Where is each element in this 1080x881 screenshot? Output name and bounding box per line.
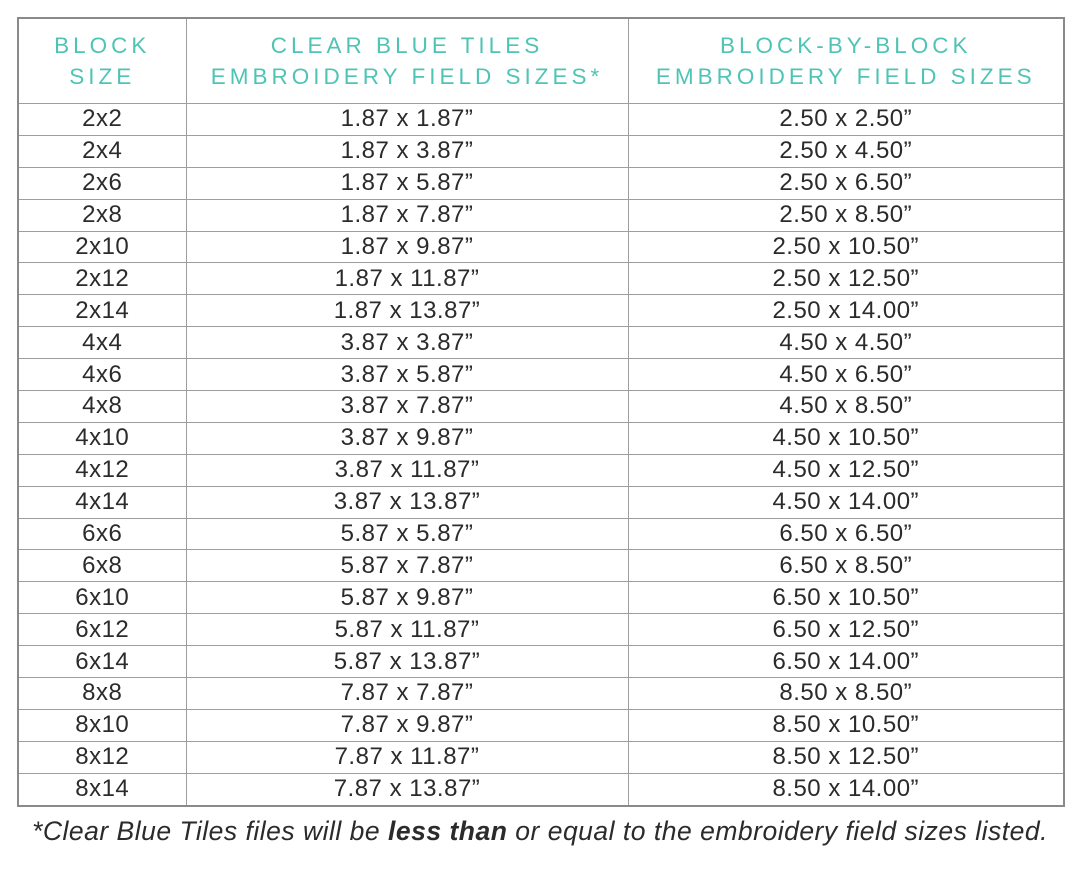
clear-blue-size-cell: 7.87 x 7.87”: [186, 678, 628, 710]
block-size-cell: 4x4: [18, 327, 186, 359]
block-size-cell: 8x10: [18, 709, 186, 741]
table-row: [18, 135, 1064, 167]
clear-blue-size-cell: 3.87 x 13.87”: [186, 486, 628, 518]
table-body: [18, 104, 1064, 806]
block-by-block-size-cell: 2.50 x 8.50”: [628, 199, 1064, 231]
block-by-block-size-cell: 2.50 x 10.50”: [628, 231, 1064, 263]
footnote: [17, 816, 1063, 847]
table-row: [18, 454, 1064, 486]
table-row: [18, 104, 1064, 136]
footnote-emphasis: less than: [388, 815, 508, 846]
clear-blue-size-cell: 1.87 x 7.87”: [186, 199, 628, 231]
table-header: [18, 18, 1064, 104]
block-size-cell: 2x14: [18, 295, 186, 327]
clear-blue-size-cell: 5.87 x 5.87”: [186, 518, 628, 550]
block-size-cell: 6x14: [18, 646, 186, 678]
block-by-block-size-cell: 8.50 x 10.50”: [628, 709, 1064, 741]
clear-blue-size-cell: 1.87 x 11.87”: [186, 263, 628, 295]
block-by-block-size-cell: 8.50 x 8.50”: [628, 678, 1064, 710]
table-row: [18, 614, 1064, 646]
header-block-size-line2: SIZE: [69, 64, 136, 89]
table-row: [18, 550, 1064, 582]
clear-blue-size-cell: 5.87 x 11.87”: [186, 614, 628, 646]
block-by-block-size-cell: 6.50 x 6.50”: [628, 518, 1064, 550]
table-row: [18, 646, 1064, 678]
block-size-cell: 6x8: [18, 550, 186, 582]
table-row: [18, 391, 1064, 423]
header-block-by-block: [628, 18, 1064, 104]
footnote-prefix: *Clear Blue Tiles files will be: [32, 815, 389, 846]
block-size-cell: 4x12: [18, 454, 186, 486]
block-by-block-size-cell: 4.50 x 12.50”: [628, 454, 1064, 486]
block-size-cell: 2x12: [18, 263, 186, 295]
table-row: [18, 518, 1064, 550]
block-by-block-size-cell: 2.50 x 14.00”: [628, 295, 1064, 327]
table-row: [18, 231, 1064, 263]
clear-blue-size-cell: 5.87 x 9.87”: [186, 582, 628, 614]
clear-blue-size-cell: 1.87 x 1.87”: [186, 104, 628, 136]
block-size-cell: 2x10: [18, 231, 186, 263]
block-size-cell: 4x6: [18, 359, 186, 391]
header-block-size: [18, 18, 186, 104]
block-by-block-size-cell: 8.50 x 12.50”: [628, 741, 1064, 773]
table-row: [18, 359, 1064, 391]
block-by-block-size-cell: 4.50 x 4.50”: [628, 327, 1064, 359]
block-size-cell: 8x12: [18, 741, 186, 773]
block-size-cell: 4x8: [18, 391, 186, 423]
header-block-by-block-line2: EMBROIDERY FIELD SIZES: [655, 64, 1036, 89]
footnote-suffix: or equal to the embroidery field sizes listed.: [507, 815, 1048, 846]
clear-blue-size-cell: 3.87 x 5.87”: [186, 359, 628, 391]
table-row: [18, 199, 1064, 231]
table-row: [18, 709, 1064, 741]
block-by-block-size-cell: 6.50 x 8.50”: [628, 550, 1064, 582]
table-row: [18, 582, 1064, 614]
table-row: [18, 422, 1064, 454]
clear-blue-size-cell: 3.87 x 11.87”: [186, 454, 628, 486]
clear-blue-size-cell: 3.87 x 7.87”: [186, 391, 628, 423]
table-row: [18, 263, 1064, 295]
block-size-cell: 2x6: [18, 167, 186, 199]
block-size-cell: 4x14: [18, 486, 186, 518]
block-by-block-size-cell: 6.50 x 10.50”: [628, 582, 1064, 614]
block-by-block-size-cell: 2.50 x 12.50”: [628, 263, 1064, 295]
block-by-block-size-cell: 6.50 x 14.00”: [628, 646, 1064, 678]
block-size-cell: 8x8: [18, 678, 186, 710]
block-size-cell: 6x10: [18, 582, 186, 614]
table-row: [18, 167, 1064, 199]
block-by-block-size-cell: 8.50 x 14.00”: [628, 773, 1064, 805]
clear-blue-size-cell: 1.87 x 5.87”: [186, 167, 628, 199]
clear-blue-size-cell: 1.87 x 3.87”: [186, 135, 628, 167]
block-size-cell: 6x12: [18, 614, 186, 646]
table-row: [18, 678, 1064, 710]
block-size-cell: 8x14: [18, 773, 186, 805]
block-by-block-size-cell: 4.50 x 6.50”: [628, 359, 1064, 391]
block-by-block-size-cell: 4.50 x 10.50”: [628, 422, 1064, 454]
header-clear-blue-tiles-line2: EMBROIDERY FIELD SIZES*: [210, 64, 604, 89]
block-by-block-size-cell: 2.50 x 4.50”: [628, 135, 1064, 167]
block-by-block-size-cell: 4.50 x 8.50”: [628, 391, 1064, 423]
table-row: [18, 327, 1064, 359]
block-by-block-size-cell: 6.50 x 12.50”: [628, 614, 1064, 646]
header-clear-blue-tiles: [186, 18, 628, 104]
header-clear-blue-tiles-line1: CLEAR BLUE TILES: [270, 32, 544, 58]
table-row: [18, 741, 1064, 773]
block-size-cell: 2x4: [18, 135, 186, 167]
clear-blue-size-cell: 5.87 x 7.87”: [186, 550, 628, 582]
clear-blue-size-cell: 3.87 x 3.87”: [186, 327, 628, 359]
header-row: [18, 18, 1064, 104]
clear-blue-size-cell: 7.87 x 11.87”: [186, 741, 628, 773]
block-by-block-size-cell: 4.50 x 14.00”: [628, 486, 1064, 518]
embroidery-field-size-table: [17, 17, 1065, 807]
block-size-cell: 6x6: [18, 518, 186, 550]
clear-blue-size-cell: 7.87 x 9.87”: [186, 709, 628, 741]
header-block-size-line1: BLOCK: [54, 32, 151, 58]
block-size-cell: 2x2: [18, 104, 186, 136]
clear-blue-size-cell: 7.87 x 13.87”: [186, 773, 628, 805]
block-by-block-size-cell: 2.50 x 2.50”: [628, 104, 1064, 136]
clear-blue-size-cell: 5.87 x 13.87”: [186, 646, 628, 678]
block-size-cell: 2x8: [18, 199, 186, 231]
clear-blue-size-cell: 1.87 x 13.87”: [186, 295, 628, 327]
table-row: [18, 773, 1064, 805]
header-block-by-block-line1: BLOCK-BY-BLOCK: [720, 32, 972, 58]
table-row: [18, 295, 1064, 327]
clear-blue-size-cell: 3.87 x 9.87”: [186, 422, 628, 454]
block-by-block-size-cell: 2.50 x 6.50”: [628, 167, 1064, 199]
block-size-cell: 4x10: [18, 422, 186, 454]
clear-blue-size-cell: 1.87 x 9.87”: [186, 231, 628, 263]
table-row: [18, 486, 1064, 518]
